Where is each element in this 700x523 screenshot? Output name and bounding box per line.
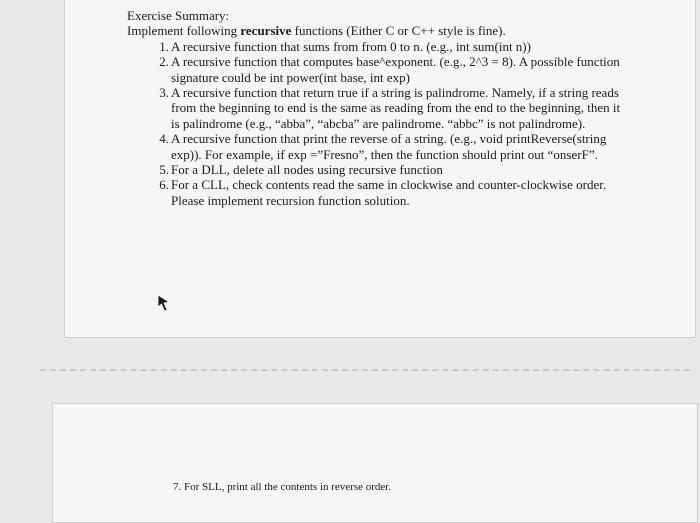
item-number: 3. (159, 85, 169, 101)
list-item (127, 54, 627, 85)
intro-prefix: Implement following (127, 23, 241, 39)
item-text: For a CLL, check contents read the same in clockwise and counter-clockwise order. Please implement recursion function solution. (171, 177, 607, 208)
summary-heading: Exercise Summary: (127, 8, 230, 23)
list-item (127, 85, 627, 131)
item-text: A recursive function that return true if a string is palindrome. Namely, if a string reads from the beginning to end is the same as reading from the end to the beginning, then it is palindrome (e.g., “abba”, “abcba” are palindrome. “abbc” is not palindrome). (171, 85, 621, 131)
item-text: For a DLL, delete all nodes using recursive function (171, 162, 443, 178)
list-item (127, 162, 627, 177)
item-number: 7. (173, 481, 182, 493)
item-number: 5. (159, 162, 169, 178)
answer-card (52, 403, 698, 523)
intro-bold: recursive (240, 23, 292, 39)
item-number: 1. (159, 38, 169, 54)
item-text: A recursive function that computes base^exponent. (e.g., 2^3 = 8). A possible function signature could be int power(int base, int exp) (171, 54, 620, 85)
item-number: 4. (159, 131, 169, 147)
dashed-divider (40, 369, 690, 371)
item-text: A recursive function that sums from from 0 to n. (e.g., int sum(int n)) (171, 38, 531, 54)
item-text: A recursive function that print the reverse of a string. (e.g., void printReverse(string exp)). For example, if exp =”Fresno”, then the function should print out “onserF”. (171, 131, 607, 162)
item-text: For SLL, print all the contents in reverse order. (184, 481, 392, 493)
list-item (127, 131, 627, 162)
task-list (127, 39, 627, 208)
list-item (127, 39, 627, 54)
list-item (173, 481, 391, 493)
exercise-summary (127, 8, 627, 208)
item-number: 2. (159, 54, 169, 70)
intro-suffix: functions (Either C or C++ style is fine). (291, 23, 506, 39)
list-item (127, 177, 627, 208)
summary-intro (127, 23, 627, 38)
mouse-pointer-icon (156, 293, 172, 313)
item-number: 6. (159, 177, 169, 193)
